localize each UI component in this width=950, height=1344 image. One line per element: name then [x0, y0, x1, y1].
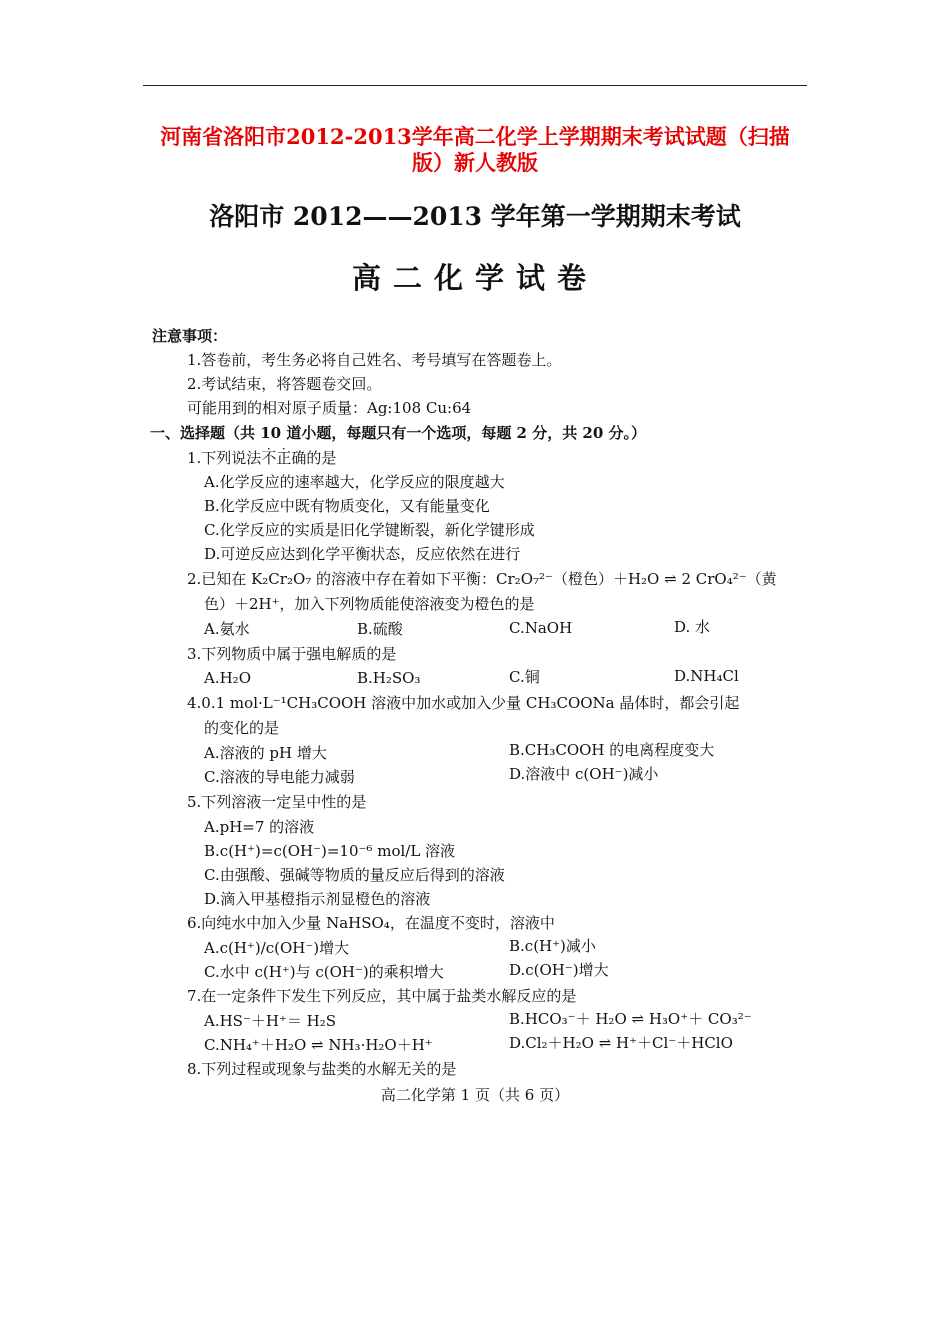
q6-option-a: A.c(H⁺)/c(OH⁻)增大: [204, 939, 350, 957]
red-title-line2: 版）新人教版: [412, 150, 538, 175]
q5-option-d: D.滴入甲基橙指示剂显橙色的溶液: [204, 890, 431, 908]
q1-stem-post: 确的是: [291, 449, 337, 467]
q2-option-c: C.NaOH: [509, 619, 573, 637]
section-1-heading: 一、选择题（共 10 道小题，每题只有一个选项，每题 2 分，共 20 分。）: [150, 424, 647, 442]
q2-stem-line1: 2.已知在 K₂Cr₂O₇ 的溶液中存在着如下平衡：Cr₂O₇²⁻（橙色）＋H₂O ⇌ 2 CrO₄²⁻（黄: [187, 570, 777, 588]
q7-stem: 7.在一定条件下发生下列反应，其中属于盐类水解反应的是: [187, 987, 577, 1005]
q4-option-d: D.溶液中 c(OH⁻)减小: [509, 765, 659, 783]
q1-stem-pre: 1.下列说法: [187, 449, 262, 467]
q2-option-a: A.氨水: [204, 620, 250, 638]
subject-title: 高二化学试卷: [351, 261, 598, 295]
q6-option-b: B.c(H⁺)减小: [509, 937, 596, 955]
notes-item-2: 2.考试结束，将答题卷交回。: [187, 375, 382, 393]
q3-option-b: B.H₂SO₃: [357, 669, 421, 687]
q1-stem-emphasis-1: 不: [261, 449, 277, 467]
notes-atomic-mass: 可能用到的相对原子质量：Ag:108 Cu:64: [187, 399, 472, 417]
notes-item-1: 1.答卷前，考生务必将自己姓名、考号填写在答题卷上。: [187, 351, 562, 369]
q3-stem: 3.下列物质中属于强电解质的是: [187, 645, 397, 663]
q3-option-d: D.NH₄Cl: [674, 667, 739, 685]
q2-option-d: D. 水: [674, 618, 711, 636]
q1-option-c: C.化学反应的实质是旧化学键断裂，新化学键形成: [204, 521, 535, 539]
q5-option-b: B.c(H⁺)=c(OH⁻)=10⁻⁶ mol/L 溶液: [204, 842, 456, 860]
q4-option-b: B.CH₃COOH 的电离程度变大: [509, 741, 715, 759]
exam-title: 洛阳市 2012——2013 学年第一学期期末考试: [209, 202, 741, 231]
q4-option-a: A.溶液的 pH 增大: [204, 744, 327, 762]
q2-stem-line2: 色）＋2H⁺，加入下列物质能使溶液变为橙色的是: [204, 595, 535, 613]
q1-stem: [187, 448, 336, 468]
q3-option-a: A.H₂O: [204, 669, 251, 687]
q8-stem: 8.下列过程或现象与盐类的水解无关的是: [187, 1060, 457, 1078]
q1-stem-emphasis-2: 正: [276, 449, 292, 467]
q6-option-c: C.水中 c(H⁺)与 c(OH⁻)的乘积增大: [204, 963, 444, 981]
red-title-line1: 河南省洛阳市2012-2013学年高二化学上学期期末考试试题（扫描: [160, 124, 790, 149]
q1-option-d: D.可逆反应达到化学平衡状态，反应依然在进行: [204, 545, 521, 563]
q7-option-b: B.HCO₃⁻＋ H₂O ⇌ H₃O⁺＋ CO₃²⁻: [509, 1010, 752, 1028]
top-rule: [143, 85, 807, 86]
q3-option-c: C.铜: [509, 668, 540, 686]
q5-option-a: A.pH=7 的溶液: [204, 818, 315, 836]
q5-stem: 5.下列溶液一定呈中性的是: [187, 793, 367, 811]
q4-stem-line1: 4.0.1 mol·L⁻¹CH₃COOH 溶液中加水或加入少量 CH₃COONa 晶体时，都会引起: [187, 694, 740, 712]
q6-stem: 6.向纯水中加入少量 NaHSO₄，在温度不变时，溶液中: [187, 914, 555, 932]
q7-option-a: A.HS⁻＋H⁺＝ H₂S: [204, 1012, 337, 1030]
page-footer: 高二化学第 1 页（共 6 页）: [380, 1086, 570, 1104]
notes-heading: 注意事项：: [152, 327, 228, 345]
q4-stem-line2: 的变化的是: [204, 719, 280, 737]
q1-option-b: B.化学反应中既有物质变化，又有能量变化: [204, 497, 490, 515]
q2-option-b: B.硫酸: [357, 620, 403, 638]
q4-option-c: C.溶液的导电能力减弱: [204, 768, 355, 786]
q1-option-a: A.化学反应的速率越大，化学反应的限度越大: [204, 473, 505, 491]
q7-option-c: C.NH₄⁺＋H₂O ⇌ NH₃·H₂O＋H⁺: [204, 1036, 433, 1054]
q5-option-c: C.由强酸、强碱等物质的量反应后得到的溶液: [204, 866, 505, 884]
q7-option-d: D.Cl₂＋H₂O ⇌ H⁺＋Cl⁻＋HClO: [509, 1034, 733, 1052]
q6-option-d: D.c(OH⁻)增大: [509, 961, 609, 979]
